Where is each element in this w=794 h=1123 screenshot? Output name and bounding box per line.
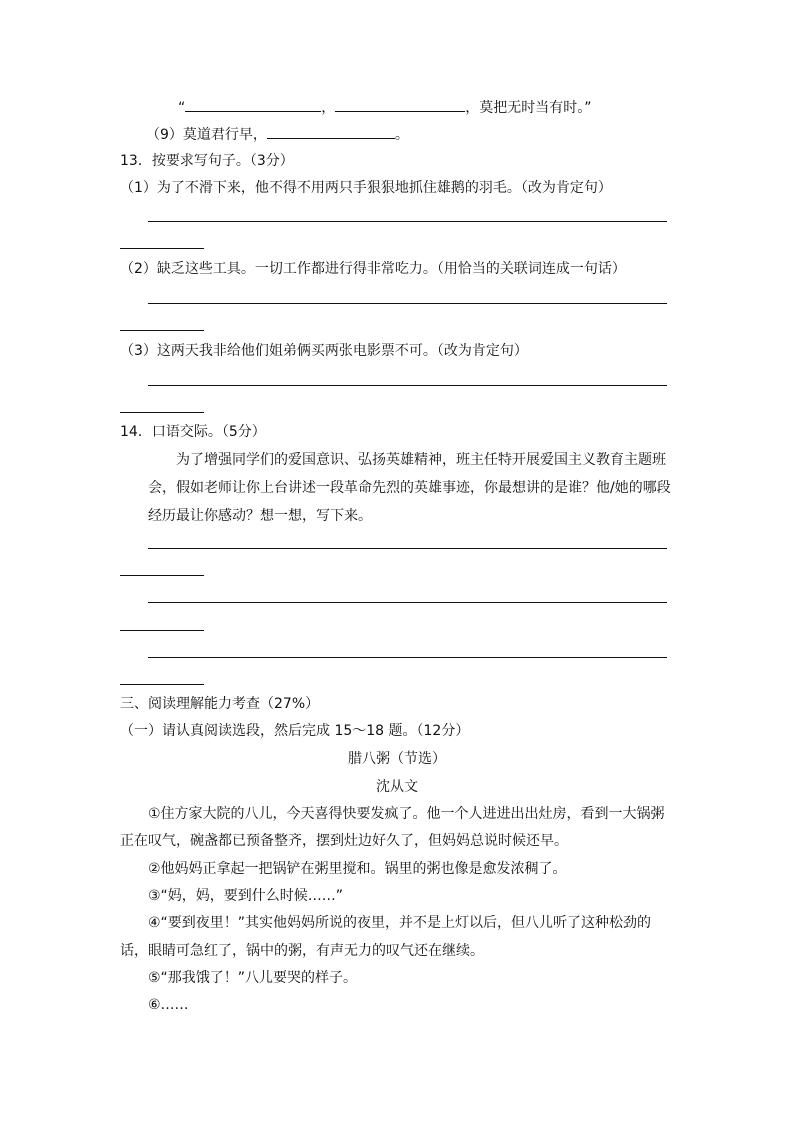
poem-line (178, 97, 592, 117)
passage-author: 沈从文 (376, 779, 418, 795)
q13-answer-line-1b[interactable] (120, 248, 204, 249)
q14-answer-line-1b[interactable] (120, 575, 204, 576)
q14-para-line-1: 为了增强同学们的爱国意识、弘扬英雄精神，班主任特开展爱国主义教育主题班 (176, 452, 666, 468)
passage-p5: ⑤“那我饿了！”八儿要哭的样子。 (148, 970, 358, 986)
poem-blank-2[interactable] (335, 97, 465, 112)
q13-answer-line-3b[interactable] (120, 412, 204, 413)
q13-item-3: （3）这两天我非给他们姐弟俩买两张电影票不可。（改为肯定句） (120, 343, 528, 359)
q13-answer-line-3a[interactable] (148, 385, 667, 386)
q14-answer-line-2b[interactable] (120, 630, 204, 631)
q13-answer-line-2b[interactable] (120, 330, 204, 331)
passage-p4-line-1: ④“要到夜里！”其实他妈妈所说的夜里，并不是上灯以后，但八儿听了这种松劲的 (148, 915, 652, 931)
poem-blank-1[interactable] (185, 97, 321, 112)
q14-answer-line-3a[interactable] (148, 657, 667, 658)
passage-p1-line-1: ①住方家大院的八儿，今天喜得快要发疯了。他一个人进进出出灶房，看到一大锅粥 (148, 806, 665, 822)
q13-answer-line-1a[interactable] (148, 221, 667, 222)
q14-answer-line-3b[interactable] (120, 684, 204, 685)
passage-p2: ②他妈妈正拿起一把锅铲在粥里搅和。锅里的粥也像是愈发浓稠了。 (148, 861, 567, 877)
poem-comma: ， (321, 100, 336, 116)
passage-p3: ③“妈，妈，要到什么时候……” (148, 888, 344, 904)
q14-para-line-3: 经历最让你感动？想一想，写下来。 (148, 508, 372, 524)
passage-p6: ⑥…… (148, 997, 189, 1013)
q13-item-2: （2）缺乏这些工具。一切工作都进行得非常吃力。（用恰当的关联词连成一句话） (120, 261, 626, 277)
section-3-title: 三、阅读理解能力考查（27%） (120, 696, 320, 712)
poem-open-quote: “ (178, 100, 186, 116)
passage-title: 腊八粥（节选） (348, 751, 446, 767)
q13-title: 13．按要求写句子。（3分） (120, 153, 294, 169)
poem-tail: ，莫把无时当有时。” (465, 100, 592, 116)
q13-item-1: （1）为了不滑下来，他不得不用两只手狠狠地抓住雄鹅的羽毛。（改为肯定句） (120, 180, 612, 196)
q14-para-line-2: 会，假如老师让你上台讲述一段革命先烈的英雄事迹，你最想讲的是谁？他/她的哪段 (148, 480, 671, 496)
item-9-prefix: （9）莫道君行早， (146, 127, 267, 143)
q14-answer-line-2a[interactable] (148, 602, 667, 603)
section-3-sub-1: （一）请认真阅读选段，然后完成 15～18 题。（12分） (120, 723, 470, 739)
q14-answer-line-1a[interactable] (148, 548, 667, 549)
passage-p4-line-2: 话，眼睛可急红了，锅中的粥，有声无力的叹气还在继续。 (120, 943, 484, 959)
q13-answer-line-2a[interactable] (148, 303, 667, 304)
item-9-end: 。 (394, 127, 409, 143)
item-9 (146, 124, 409, 144)
item-9-blank[interactable] (267, 124, 395, 139)
q14-title: 14．口语交际。（5分） (120, 424, 266, 440)
passage-p1-line-2: 正在叹气，碗盏都已预备整齐，摆到灶边好久了，但妈妈总说时候还早。 (120, 833, 568, 849)
